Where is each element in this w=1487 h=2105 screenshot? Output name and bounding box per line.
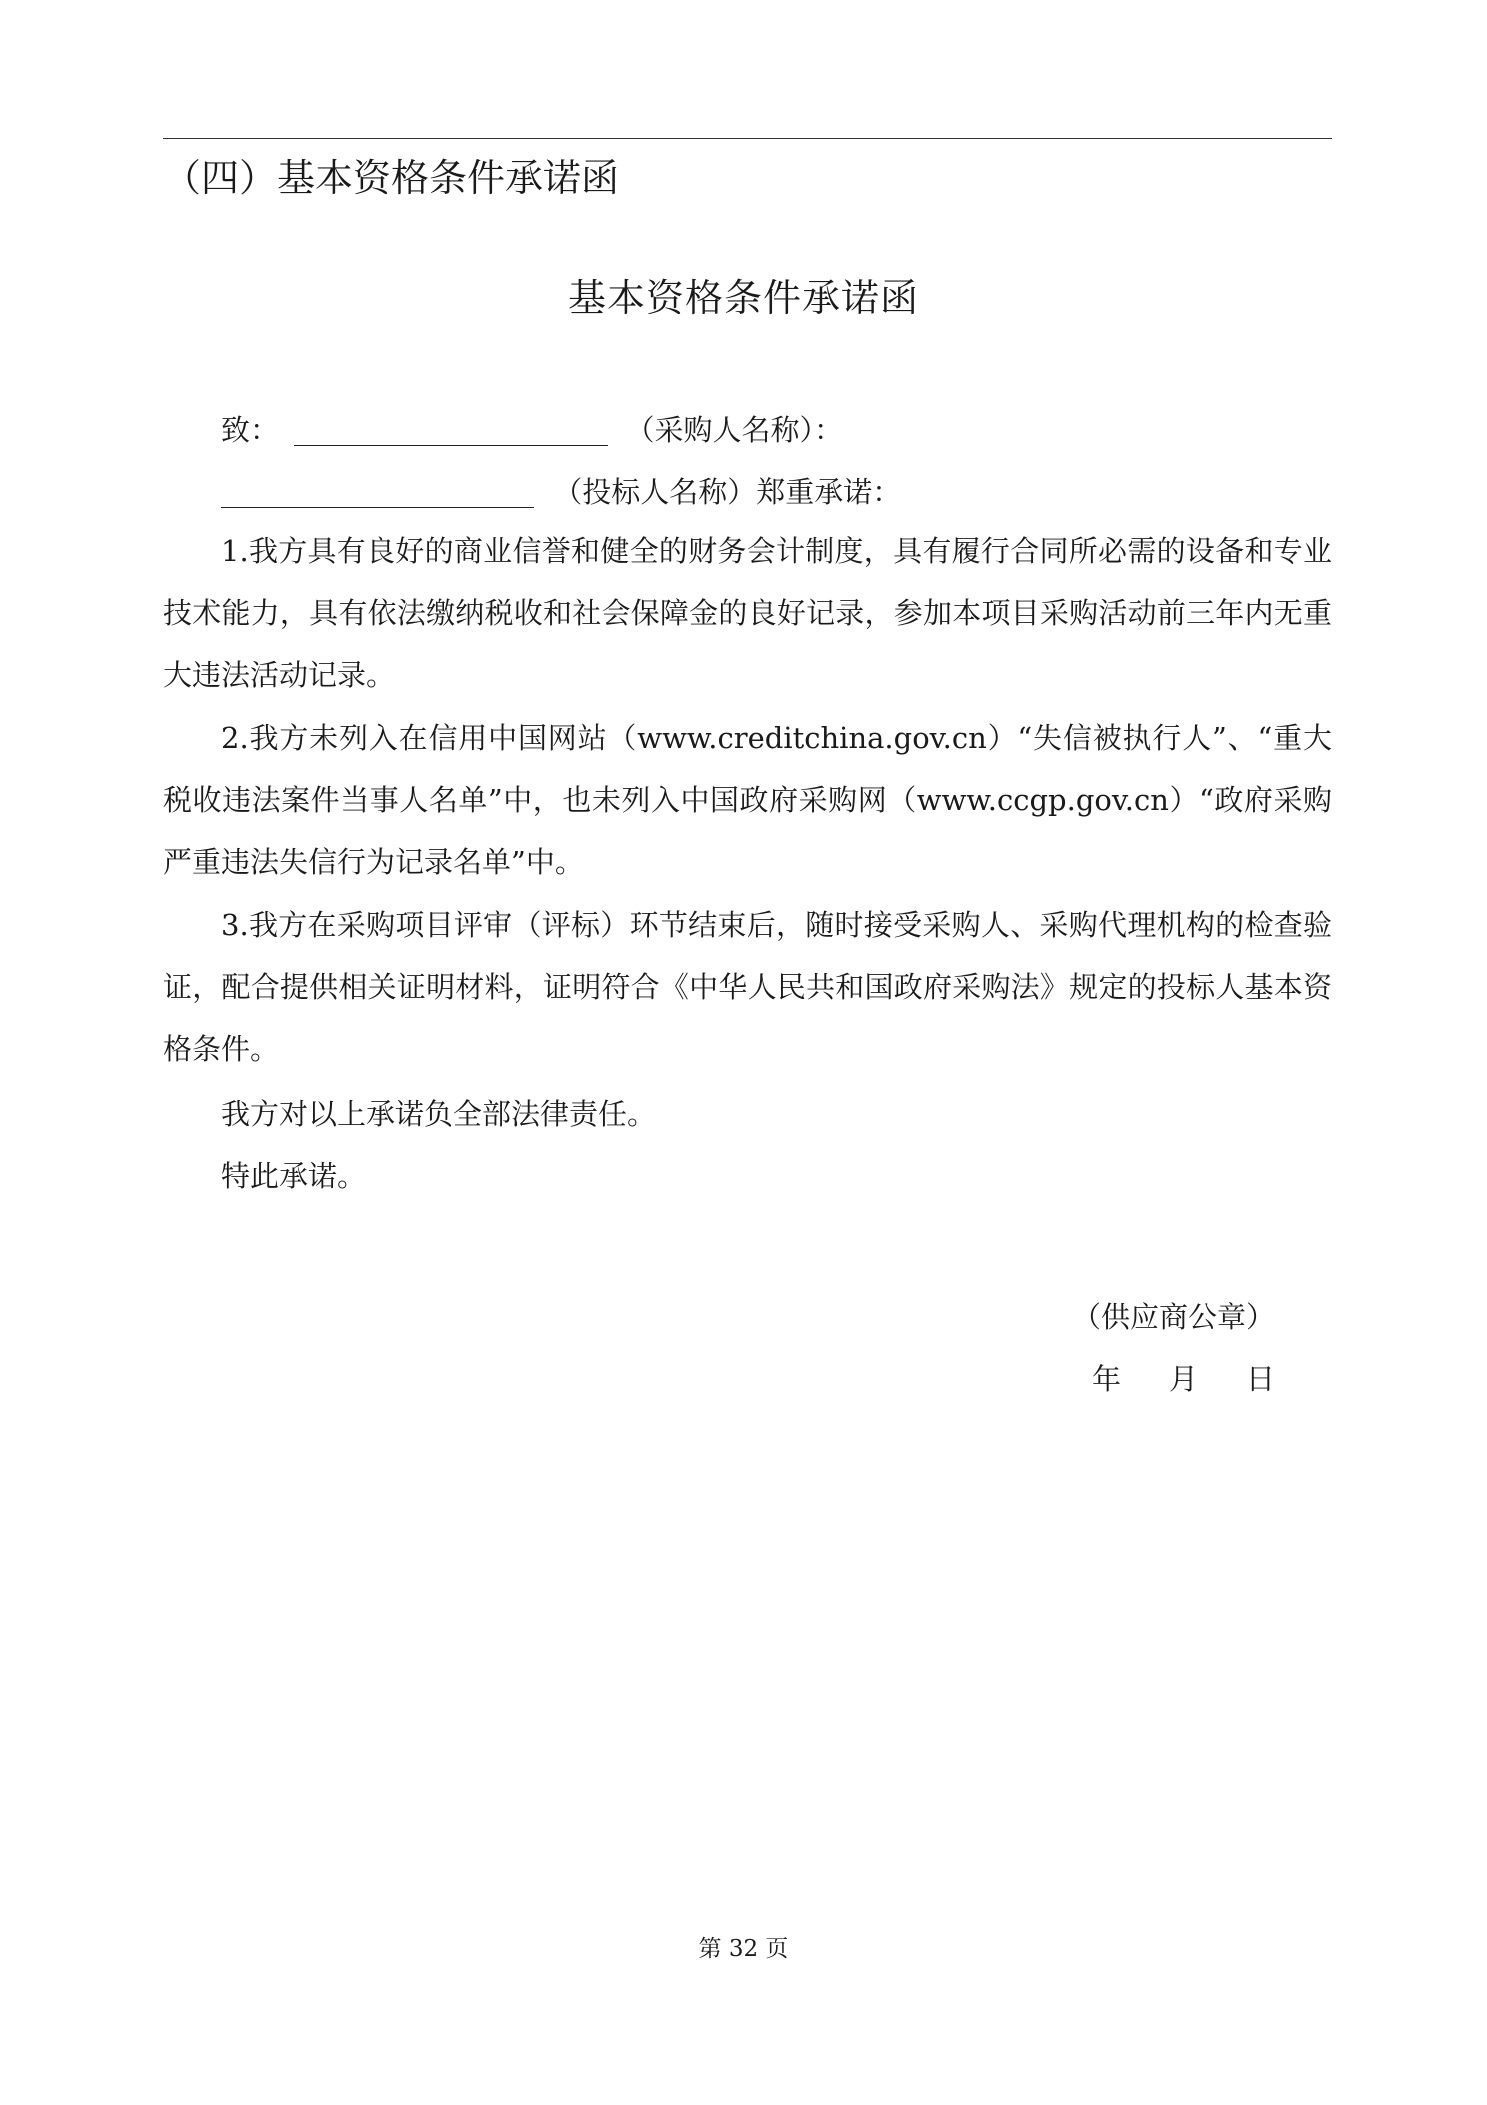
- bidder-line: [221, 472, 901, 512]
- bidder-line-suffix: （投标人名称）郑重承诺：: [553, 475, 902, 509]
- salutation-line: [221, 410, 843, 450]
- date-year-label: 年: [1092, 1362, 1122, 1396]
- page-number: 第 32 页: [698, 1936, 789, 1962]
- date-day-label: 日: [1246, 1362, 1276, 1396]
- section-heading: （四）基本资格条件承诺函: [163, 156, 620, 200]
- purchaser-name-blank[interactable]: [294, 415, 608, 446]
- supplier-seal-label: （供应商公章）: [1072, 1300, 1276, 1334]
- document-title: 基本资格条件承诺函: [567, 276, 919, 320]
- commitment-paragraph-2: 2.我方未列入在信用中国网站（www.creditchina.gov.cn）“失信被执行人”、“重大税收违法案件当事人名单”中，也未列入中国政府采购网（www.ccgp.gov.cn）“政府采购严重违法失信行为记录名单”中。: [163, 721, 1332, 879]
- date-line: [1092, 1359, 1275, 1399]
- header-rule: [163, 138, 1332, 139]
- salutation-suffix: （采购人名称）：: [625, 413, 843, 447]
- commitment-paragraph-3: 3.我方在采购项目评审（评标）环节结束后，随时接受采购人、采购代理机构的检查验证，配合提供相关证明材料，证明符合《中华人民共和国政府采购法》规定的投标人基本资格条件。: [163, 908, 1332, 1066]
- salutation-prefix: 致：: [221, 413, 280, 447]
- responsibility-statement: 我方对以上承诺负全部法律责任。: [221, 1097, 657, 1131]
- bidder-name-blank[interactable]: [221, 477, 534, 508]
- date-month-label: 月: [1169, 1362, 1199, 1396]
- closing-statement: 特此承诺。: [221, 1159, 367, 1193]
- commitment-paragraph-1: 1.我方具有良好的商业信誉和健全的财务会计制度，具有履行合同所必需的设备和专业技术能力，具有依法缴纳税收和社会保障金的良好记录，参加本项目采购活动前三年内无重大违法活动记录。: [163, 534, 1332, 692]
